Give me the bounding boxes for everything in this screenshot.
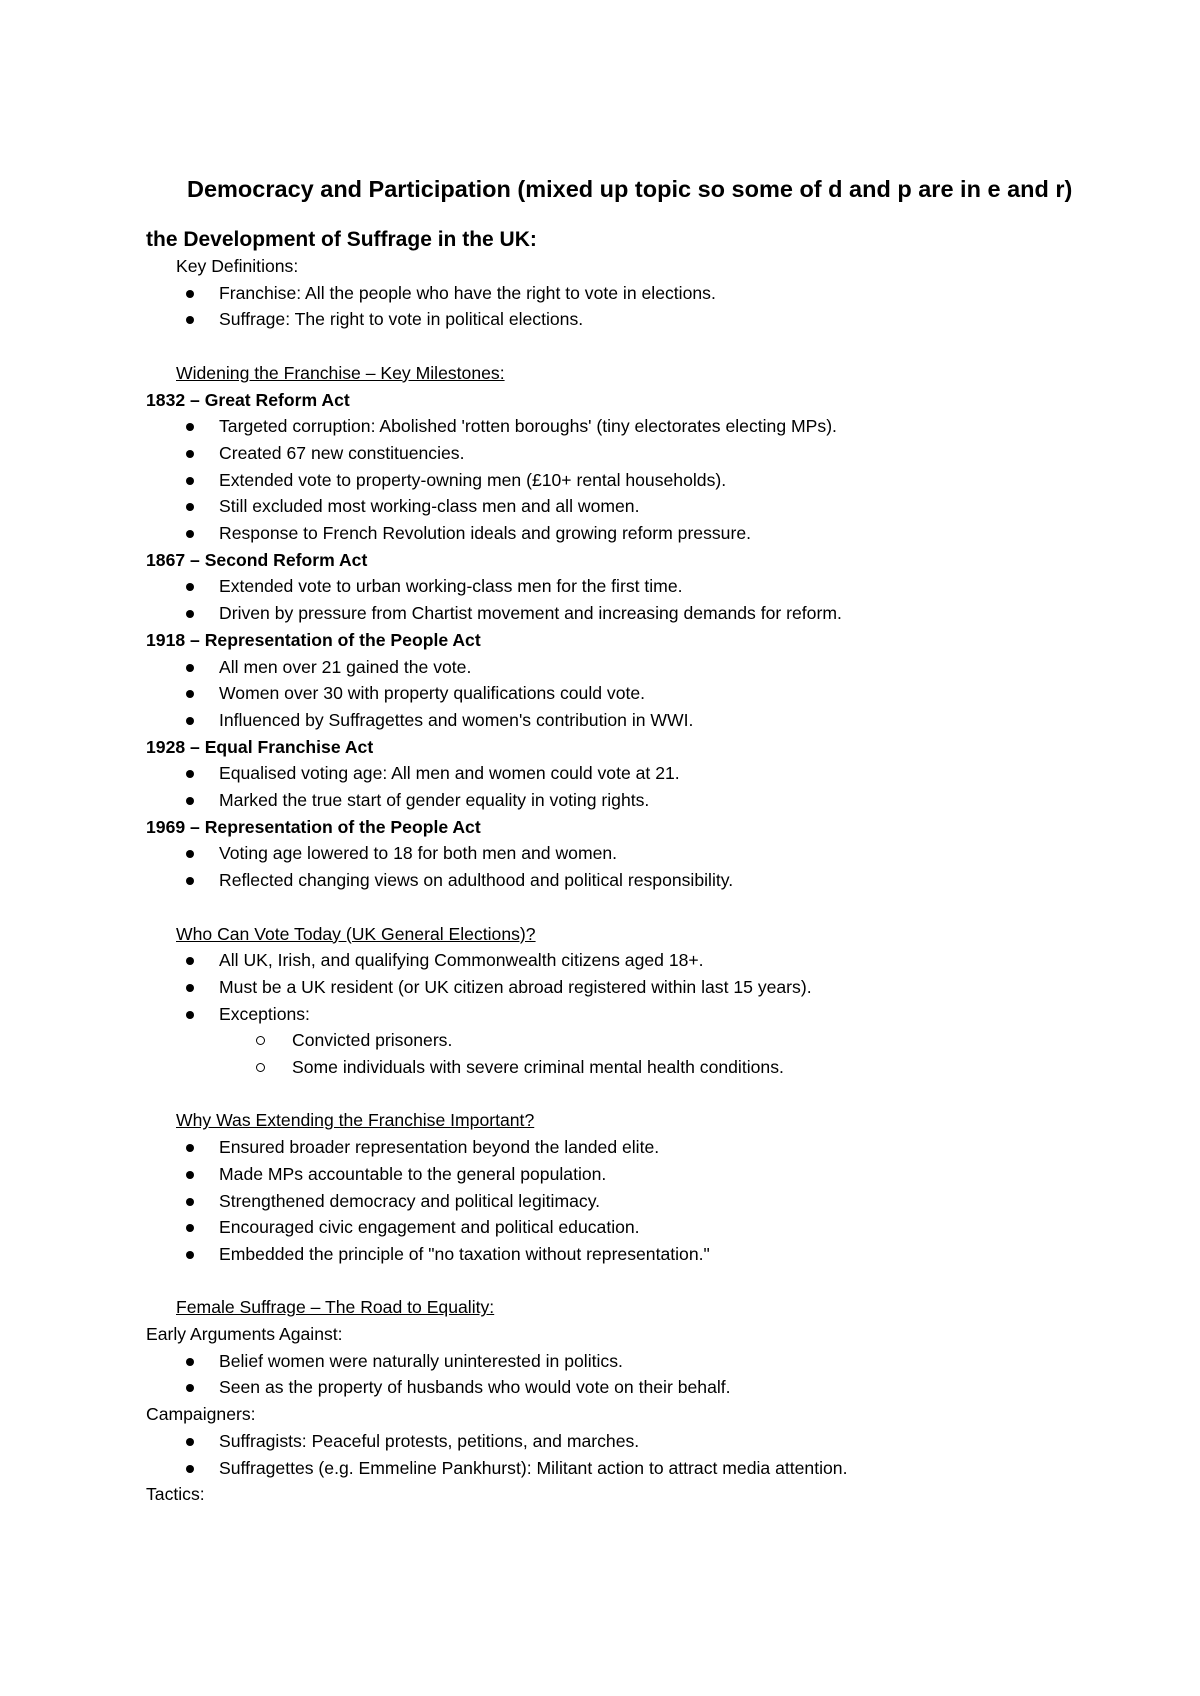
female-suffrage-heading: Female Suffrage – The Road to Equality: xyxy=(176,1297,495,1318)
list-item: Equalised voting age: All men and women could vote at 21. xyxy=(146,760,1076,787)
early-arguments-list xyxy=(146,1348,1076,1401)
why-important-heading: Why Was Extending the Franchise Important? xyxy=(176,1110,535,1131)
spacer xyxy=(146,333,1076,360)
who-can-vote-heading: Who Can Vote Today (UK General Elections)? xyxy=(176,923,536,944)
act-heading: 1832 – Great Reform Act xyxy=(146,389,350,410)
campaigners-label: Campaigners: xyxy=(146,1404,256,1425)
who-can-vote-list xyxy=(146,947,1076,1081)
list-item: Reflected changing views on adulthood and political responsibility. xyxy=(146,867,1076,894)
tactics-label: Tactics: xyxy=(146,1484,205,1505)
list-item: Seen as the property of husbands who would vote on their behalf. xyxy=(146,1374,1076,1401)
list-item: Strengthened democracy and political legitimacy. xyxy=(146,1188,1076,1215)
list-item: Exceptions: xyxy=(146,1001,1076,1028)
spacer xyxy=(146,1081,1076,1108)
campaigners-list xyxy=(146,1428,1076,1481)
list-item: All UK, Irish, and qualifying Commonwealth citizens aged 18+. xyxy=(146,947,1076,974)
list-item: Marked the true start of gender equality in voting rights. xyxy=(146,787,1076,814)
act-points xyxy=(146,840,1076,893)
list-item: Encouraged civic engagement and political education. xyxy=(146,1214,1076,1241)
list-item: Targeted corruption: Abolished 'rotten boroughs' (tiny electorates electing MPs). xyxy=(146,413,1076,440)
list-item: Created 67 new constituencies. xyxy=(146,440,1076,467)
act-points xyxy=(146,413,1076,547)
list-item: Suffragists: Peaceful protests, petitions, and marches. xyxy=(146,1428,1076,1455)
act-heading: 1918 – Representation of the People Act xyxy=(146,629,481,650)
act-points xyxy=(146,760,1076,813)
list-item: Suffragettes (e.g. Emmeline Pankhurst): Militant action to attract media attention. xyxy=(146,1455,1076,1482)
key-definitions-list xyxy=(146,280,1076,333)
list-item: Extended vote to urban working-class men for the first time. xyxy=(146,573,1076,600)
early-arguments-label: Early Arguments Against: xyxy=(146,1324,343,1345)
list-item: Must be a UK resident (or UK citizen abroad registered within last 15 years). xyxy=(146,974,1076,1001)
spacer xyxy=(146,1268,1076,1295)
act-points xyxy=(146,573,1076,626)
act-heading: 1928 – Equal Franchise Act xyxy=(146,736,374,757)
list-item: Influenced by Suffragettes and women's contribution in WWI. xyxy=(146,707,1076,734)
list-item: All men over 21 gained the vote. xyxy=(146,654,1076,681)
list-item: Women over 30 with property qualifications could vote. xyxy=(146,680,1076,707)
list-item: Driven by pressure from Chartist movement and increasing demands for reform. xyxy=(146,600,1076,627)
list-item: Belief women were naturally uninterested in politics. xyxy=(146,1348,1076,1375)
list-item: Suffrage: The right to vote in political elections. xyxy=(146,306,1076,333)
sub-list-item: Convicted prisoners. xyxy=(146,1027,1076,1054)
act-heading: 1867 – Second Reform Act xyxy=(146,549,368,570)
list-item: Franchise: All the people who have the right to vote in elections. xyxy=(146,280,1076,307)
spacer xyxy=(146,894,1076,921)
sub-list-item: Some individuals with severe criminal mental health conditions. xyxy=(146,1054,1076,1081)
list-item: Still excluded most working-class men and all women. xyxy=(146,493,1076,520)
act-heading: 1969 – Representation of the People Act xyxy=(146,816,481,837)
list-item: Voting age lowered to 18 for both men and women. xyxy=(146,840,1076,867)
milestones-heading: Widening the Franchise – Key Milestones: xyxy=(176,362,505,383)
list-item: Response to French Revolution ideals and growing reform pressure. xyxy=(146,520,1076,547)
document-title: Democracy and Participation (mixed up topic so some of d and p are in e and r) xyxy=(187,176,1073,202)
act-points xyxy=(146,654,1076,734)
list-item: Embedded the principle of "no taxation without representation." xyxy=(146,1241,1076,1268)
document-body xyxy=(146,174,1076,1508)
why-important-list xyxy=(146,1134,1076,1268)
list-item: Made MPs accountable to the general population. xyxy=(146,1161,1076,1188)
key-definitions-label: Key Definitions: xyxy=(176,256,299,276)
section-heading: the Development of Suffrage in the UK: xyxy=(146,228,537,251)
list-item: Ensured broader representation beyond the landed elite. xyxy=(146,1134,1076,1161)
list-item: Extended vote to property-owning men (£10+ rental households). xyxy=(146,467,1076,494)
